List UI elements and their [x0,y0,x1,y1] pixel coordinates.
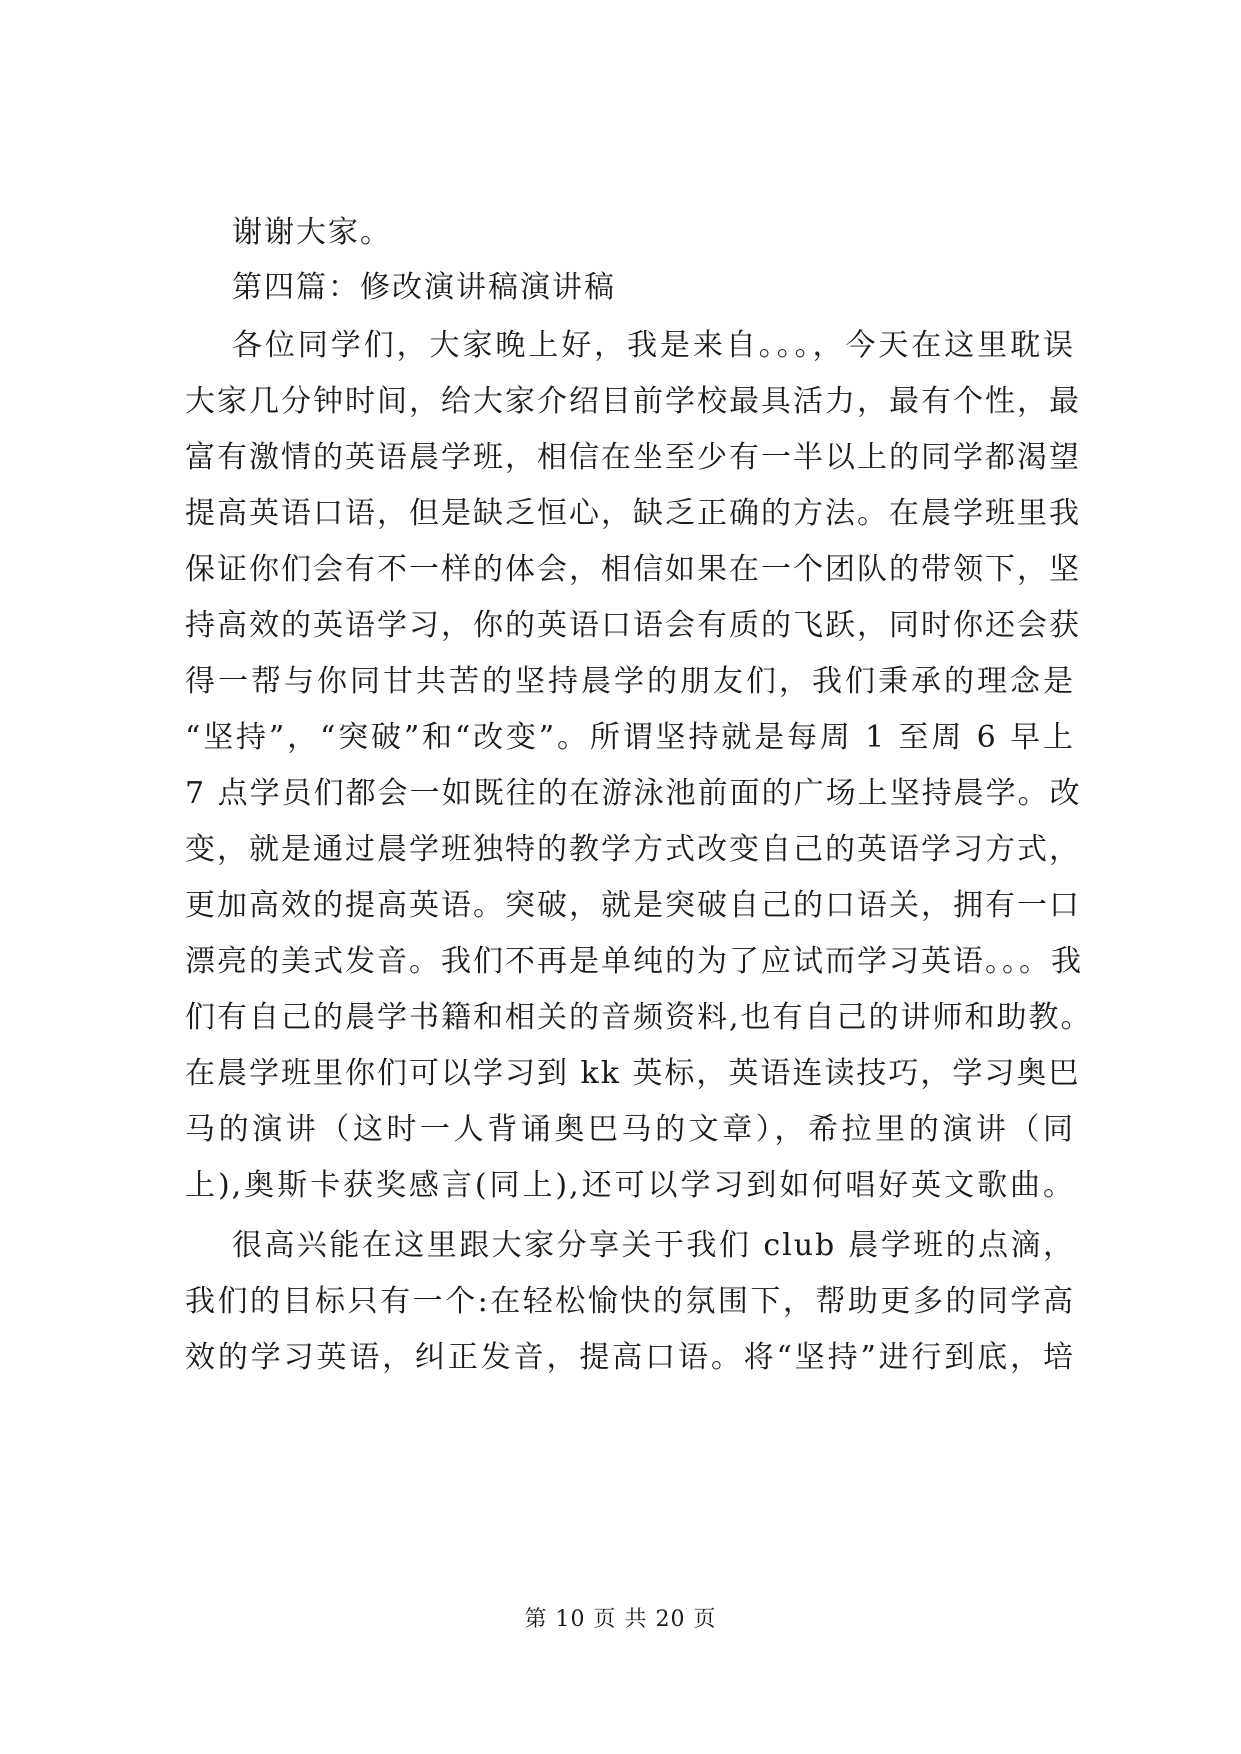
paragraph-line: 各位同学们，大家晚上好，我是来自。。。，今天在这里耽误 [232,328,1075,363]
paragraph-line: 我们的目标只有一个:在轻松愉快的氛围下，帮助更多的同学高 [185,1284,1075,1319]
paragraph-line: 提高英语口语，但是缺乏恒心，缺乏正确的方法。在晨学班里我 [185,496,1081,531]
paragraph-line: 变，就是通过晨学班独特的教学方式改变自己的英语学习方式， [185,832,1081,867]
paragraph-line: 保证你们会有不一样的体会，相信如果在一个团队的带领下，坚 [185,552,1081,587]
paragraph-line: 们有自己的晨学书籍和相关的音频资料,也有自己的讲师和助教。 [185,1000,1093,1035]
paragraph-line: “坚持”，“突破”和“改变”。所谓坚持就是每周 1 至周 6 早上 [185,720,1075,755]
paragraph-line: 马的演讲（这时一人背诵奥巴马的文章），希拉里的演讲（同 [185,1112,1075,1147]
paragraph-line: 大家几分钟时间，给大家介绍目前学校最具活力，最有个性，最 [185,384,1081,419]
section-heading: 第四篇：修改演讲稿演讲稿 [232,270,616,305]
paragraph-line: 更加高效的提高英语。突破，就是突破自己的口语关，拥有一口 [185,888,1081,923]
paragraph-line: 上),奥斯卡获奖感言(同上),还可以学习到如何唱好英文歌曲。 [185,1168,1075,1203]
paragraph-line: 在晨学班里你们可以学习到 kk 英标，英语连读技巧，学习奥巴 [185,1056,1081,1091]
paragraph-line: 得一帮与你同甘共苦的坚持晨学的朋友们，我们秉承的理念是 [185,664,1075,699]
paragraph-line: 效的学习英语，纠正发音，提高口语。将“坚持”进行到底，培 [185,1340,1075,1375]
paragraph-line: 漂亮的美式发音。我们不再是单纯的为了应试而学习英语。。。我 [185,944,1083,979]
paragraph-line: 很高兴能在这里跟大家分享关于我们 club 晨学班的点滴， [232,1228,1075,1263]
paragraph-line: 7 点学员们都会一如既往的在游泳池前面的广场上坚持晨学。改 [185,776,1082,811]
paragraph-line: 富有激情的英语晨学班，相信在坐至少有一半以上的同学都渴望 [185,440,1081,475]
page-number-footer: 第 10 页 共 20 页 [524,1607,717,1632]
closing-line: 谢谢大家。 [232,215,392,250]
paragraph-line: 持高效的英语学习，你的英语口语会有质的飞跃，同时你还会获 [185,608,1081,643]
